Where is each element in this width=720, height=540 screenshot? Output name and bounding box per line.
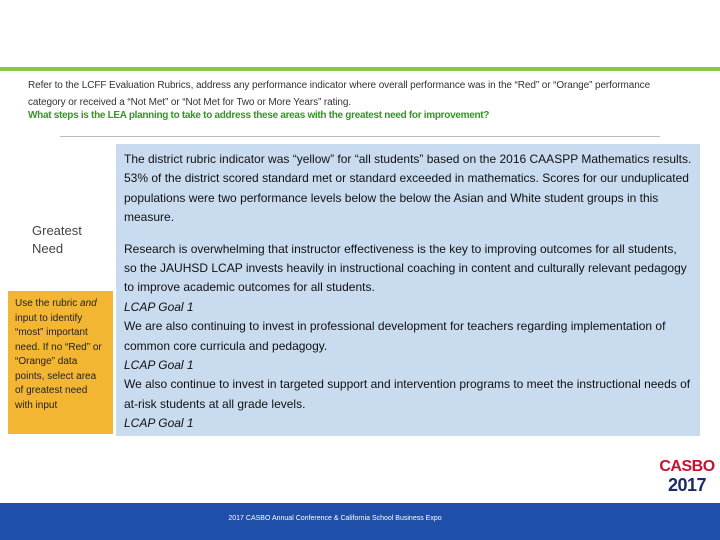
- goal-reference-2: LCAP Goal 1: [124, 358, 194, 373]
- response-paragraph-3: We are also continuing to invest in professional development for teachers regarding implementation of common core curricula and pedagogy.: [124, 319, 666, 353]
- section-label-line-1: Greatest: [32, 223, 82, 238]
- response-paragraph-1: The district rubric indicator was “yellow” for “all students” based on the 2016 CAASPP Mathematics results. 53% of the district scored standard met or standard exceeded in mathematics. Scores for our unduplicated populations were two performance levels below the below the Asian and White student groups in this measure.: [124, 152, 692, 225]
- hint-box: [8, 291, 113, 434]
- guiding-question: What steps is the LEA planning to take to address these areas with the greatest need for improvement?: [28, 110, 490, 121]
- goal-reference-3: LCAP Goal 1: [124, 416, 194, 431]
- intro-line-1: Refer to the LCFF Evaluation Rubrics, address any performance indicator where overall performance was in the “Red” or “Orange” performance: [28, 80, 651, 91]
- logo-name: CASBO: [659, 458, 715, 475]
- footer-bar: [0, 503, 720, 540]
- goal-reference-1: LCAP Goal 1: [124, 299, 194, 314]
- logo-year: 2017: [667, 475, 707, 495]
- hint-text-1: Use the rubric: [15, 298, 81, 309]
- intro-text: [28, 77, 698, 111]
- footer-text: 2017 CASBO Annual Conference & California School Business Expo: [228, 515, 442, 522]
- hint-text-italic: and: [80, 298, 97, 309]
- section-label-line-2: Need: [32, 241, 64, 256]
- intro-line-2: category or received a “Not Met” or “Not Met for Two or More Years” rating.: [28, 97, 351, 108]
- response-paragraph-2: Research is overwhelming that instructor effectiveness is the key to improving outcomes for all students, so the JAUHSD LCAP invests heavily in instructional coaching in content and culturally relevant pedagogy to improve academic outcomes for all students.: [124, 241, 687, 295]
- hint-text-2: input to identify “most” important need. If no “Red” or “Orange” data points, select area of greatest need with input: [15, 312, 102, 411]
- response-box: [116, 144, 700, 436]
- casbo-logo: [656, 458, 718, 500]
- section-label: [32, 222, 110, 258]
- response-paragraph-4: We also continue to invest in targeted support and intervention programs to meet the instructional needs of at-risk students at all grade levels.: [124, 377, 691, 411]
- top-divider: [0, 67, 720, 71]
- question-divider: [60, 136, 660, 137]
